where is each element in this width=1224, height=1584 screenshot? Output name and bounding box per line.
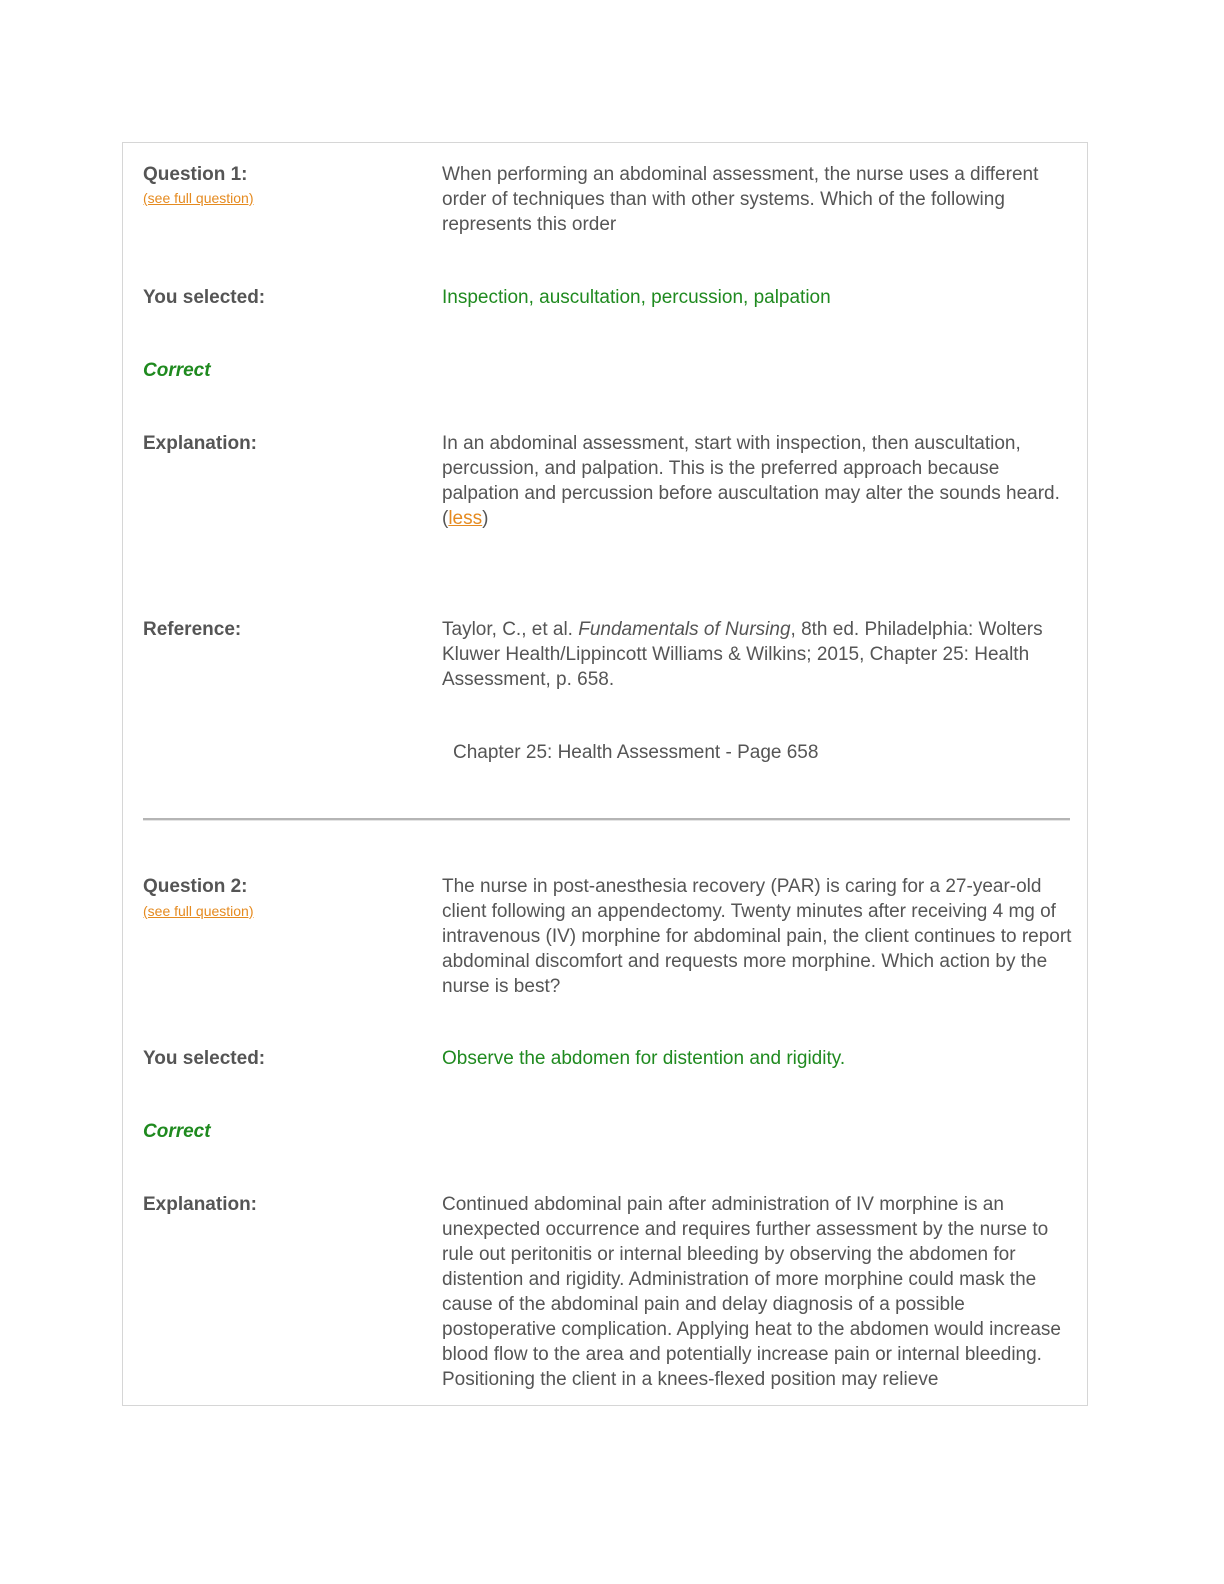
explanation-1-close: ) bbox=[482, 508, 489, 529]
reference-1-label: Reference: bbox=[143, 619, 242, 640]
reference-book-title: Fundamentals of Nursing bbox=[578, 619, 791, 640]
explanation-1-label: Explanation: bbox=[143, 433, 258, 454]
question-2-label: Question 2: bbox=[143, 876, 248, 897]
you-selected-1-label: You selected: bbox=[143, 287, 266, 308]
reference-details: , 8th ed. Philadelphia: Wolters Kluwer Health/Lippincott Williams & Wilkins; 2015, Chapter 25: Health Assessment, p. 658. bbox=[442, 619, 1043, 690]
question-2-text: The nurse in post-anesthesia recovery (PAR) is caring for a 27-year-old client following an appendectomy. Twenty minutes after receiving 4 mg of intravenous (IV) morphine for abdominal pain, the client continues to report abdominal discomfort and requests more morphine. Which action by the nurse is best? bbox=[442, 876, 1072, 997]
question-1-text: When performing an abdominal assessment, the nurse uses a different order of techniques than with other systems. Which of the following represents this order bbox=[442, 164, 1039, 235]
result-1-correct: Correct bbox=[143, 360, 211, 381]
you-selected-2-label: You selected: bbox=[143, 1048, 266, 1069]
explanation-1-text bbox=[442, 431, 1072, 531]
see-full-question-2-link[interactable]: (see full question) bbox=[143, 903, 254, 919]
question-1-label: Question 1: bbox=[143, 164, 248, 185]
selected-answer-1: Inspection, auscultation, percussion, palpation bbox=[442, 287, 831, 308]
question-divider bbox=[143, 818, 1070, 821]
explanation-2-text: Continued abdominal pain after administration of IV morphine is an unexpected occurrence and requires further assessment by the nurse to rule out peritonitis or internal bleeding by observing the abdomen for distention and rigidity. Administration of more morphine could mask the cause of the abdominal pain and delay diagnosis of a possible postoperative complication. Applying heat to the abdomen would increase blood flow to the area and potentially increase pain or internal bleeding. Positioning the client in a knees-flexed position may relieve bbox=[442, 1194, 1061, 1390]
reference-authors: Taylor, C., et al. bbox=[442, 619, 579, 640]
explanation-1-body: In an abdominal assessment, start with inspection, then auscultation, percussion, and palpation. This is the preferred approach because palpation and percussion before auscultation may alter the sounds heard. ( bbox=[442, 433, 1060, 529]
reference-1-text bbox=[442, 617, 1072, 692]
less-link[interactable]: less bbox=[448, 508, 483, 529]
result-2-correct: Correct bbox=[143, 1121, 211, 1142]
chapter-page-link[interactable]: Chapter 25: Health Assessment - Page 658 bbox=[453, 742, 819, 763]
see-full-question-1-link[interactable]: (see full question) bbox=[143, 190, 254, 206]
selected-answer-2: Observe the abdomen for distention and rigidity. bbox=[442, 1048, 846, 1069]
explanation-2-label: Explanation: bbox=[143, 1194, 258, 1215]
